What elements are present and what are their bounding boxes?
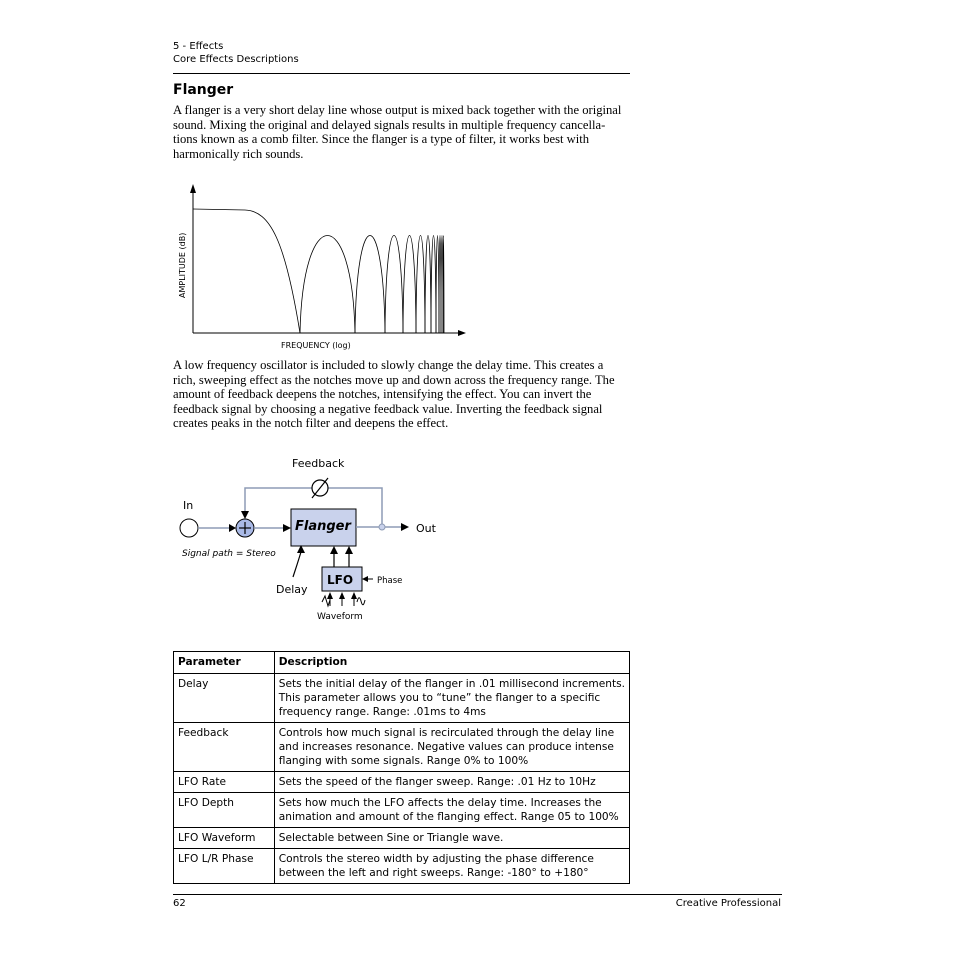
- desc-line: Controls how much signal is recirculated through the delay line: [278, 727, 615, 739]
- param-cell: Feedback: [174, 723, 275, 772]
- desc-cell: [274, 793, 629, 828]
- waveform-arrow-1: [327, 592, 333, 599]
- intro-line: harmonically rich sounds.: [173, 146, 304, 161]
- footer-brand: Creative Professional: [675, 898, 781, 909]
- footer-rule: [173, 894, 782, 895]
- param-cell: Delay: [174, 674, 275, 723]
- body-line: creates peaks in the notch filter and deepens the effect.: [173, 416, 449, 430]
- desc-cell: [274, 849, 629, 884]
- desc-line: Sets the initial delay of the flanger in .01 millisecond increments.: [278, 678, 625, 690]
- table-row: [174, 723, 630, 772]
- desc-line: This parameter allows you to “tune” the flanger to a specific: [278, 692, 601, 704]
- lfo-to-flanger-arrow-2: [345, 546, 353, 554]
- table-row: [174, 674, 630, 723]
- lfo-to-flanger-arrow-1: [330, 546, 338, 554]
- input-arrow: [229, 524, 236, 532]
- desc-cell: [274, 828, 629, 849]
- sine-wave-icon: [357, 598, 365, 605]
- section-title: Flanger: [173, 82, 234, 98]
- desc-line: and increases resonance. Negative values can produce intense: [278, 741, 614, 753]
- page-number: 62: [173, 898, 186, 909]
- table-row: [174, 849, 630, 884]
- table-row: [174, 793, 630, 828]
- out-label: Out: [416, 522, 436, 535]
- feedback-label: Feedback: [292, 457, 345, 470]
- y-axis-label: AMPLITUDE (dB): [178, 232, 187, 298]
- feedback-arrow: [241, 511, 249, 519]
- body-line: amount of feedback deepens the notches, intensifying the effect. You can invert the: [173, 387, 592, 401]
- table-row: [174, 828, 630, 849]
- output-arrow: [401, 523, 409, 531]
- flanger-label: Flanger: [295, 519, 351, 534]
- desc-line: Sets how much the LFO affects the delay time. Increases the: [278, 797, 602, 809]
- column-header-parameter: Parameter: [174, 652, 275, 674]
- output-tap-node: [379, 524, 385, 530]
- column-header-description: Description: [274, 652, 629, 674]
- body-line: feedback signal by choosing a negative feedback value. Inverting the feedback signal: [173, 401, 603, 416]
- header-section: 5 - Effects: [173, 41, 224, 52]
- param-cell: LFO L/R Phase: [174, 849, 275, 884]
- waveform-arrow-3: [351, 592, 357, 599]
- phase-label: Phase: [377, 576, 403, 586]
- lfo-label: LFO: [327, 573, 354, 587]
- desc-line: animation and amount of the flanging effect. Range 05 to 100%: [278, 811, 619, 823]
- intro-line: A flanger is a very short delay line whose output is mixed back together with the original: [173, 103, 622, 117]
- desc-cell: [274, 723, 629, 772]
- signal-path-label: Signal path = Stereo: [182, 549, 276, 559]
- body-line: rich, sweeping effect as the notches move up and down across the frequency range. The: [173, 372, 615, 387]
- desc-line: Sets the speed of the flanger sweep. Range: .01 Hz to 10Hz: [278, 776, 596, 788]
- desc-line: between the left and right sweeps. Range: -180° to +180°: [278, 867, 589, 879]
- intro-line: tions known as a comb filter. Since the flanger is a type of filter, it works best with: [173, 132, 590, 146]
- delay-control-line: [293, 552, 301, 577]
- table-header-row: [174, 652, 630, 674]
- header-subsection: Core Effects Descriptions: [173, 54, 299, 65]
- param-cell: LFO Rate: [174, 772, 275, 793]
- table-row: [174, 772, 630, 793]
- param-cell: LFO Depth: [174, 793, 275, 828]
- desc-cell: [274, 772, 629, 793]
- waveform-arrow-2: [339, 592, 345, 599]
- desc-line: frequency range. Range: .01ms to 4ms: [278, 706, 486, 718]
- waveform-label: Waveform: [317, 612, 363, 622]
- desc-line: Selectable between Sine or Triangle wave.: [278, 832, 504, 844]
- desc-line: Controls the stereo width by adjusting the phase difference: [278, 853, 594, 865]
- summer-to-flanger-arrow: [283, 524, 291, 532]
- phase-arrow: [362, 576, 368, 582]
- desc-cell: [274, 674, 629, 723]
- parameter-table: [173, 651, 630, 884]
- in-label: In: [183, 499, 194, 512]
- param-cell: LFO Waveform: [174, 828, 275, 849]
- intro-line: sound. Mixing the original and delayed signals results in multiple frequency cancella-: [173, 117, 606, 132]
- input-jack-icon: [180, 519, 198, 537]
- x-axis-label: FREQUENCY (log): [281, 341, 351, 350]
- desc-line: flanging with some signals. Range 0% to 100%: [278, 755, 529, 767]
- delay-label: Delay: [276, 583, 308, 596]
- body-line: A low frequency oscillator is included to slowly change the delay time. This creates a: [173, 358, 604, 372]
